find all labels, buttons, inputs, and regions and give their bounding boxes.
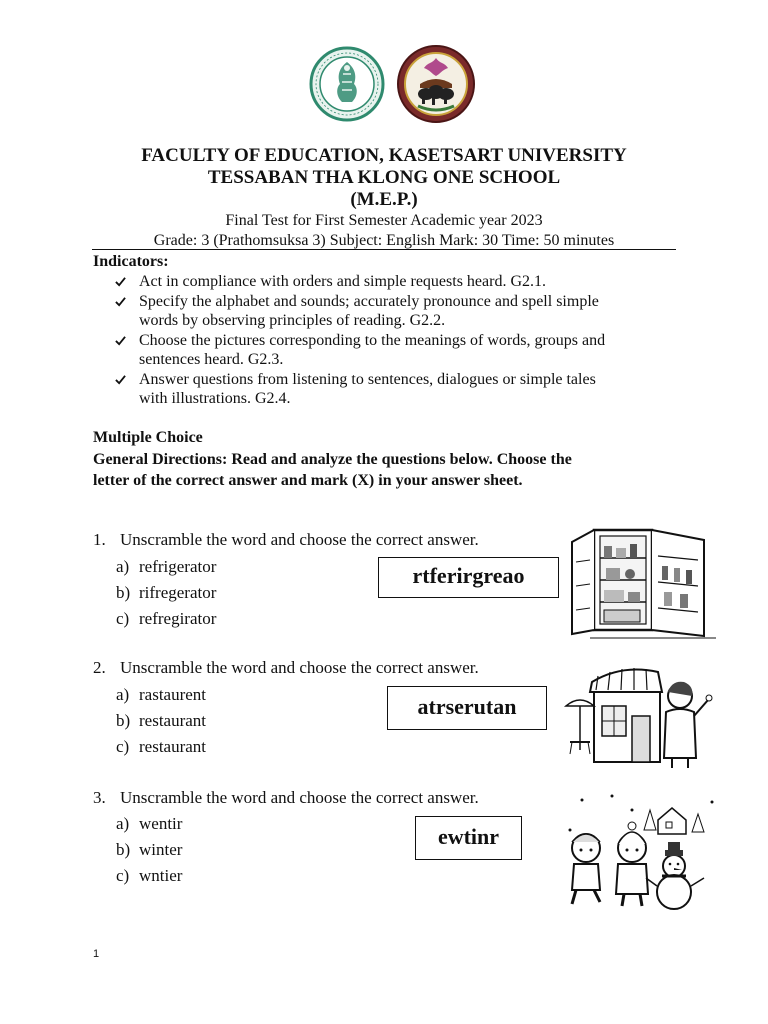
indicator-text: Choose the pictures corresponding to the meanings of words, groups and bbox=[139, 331, 606, 349]
logo-row bbox=[0, 44, 768, 122]
restaurant-icon bbox=[562, 660, 722, 770]
section-title: Multiple Choice bbox=[93, 429, 203, 446]
indicator-text: words by observing principles of reading. G2.2. bbox=[139, 312, 446, 329]
option-a[interactable]: a) wentir bbox=[116, 814, 183, 833]
directions-line: letter of the correct answer and mark (X) in your answer sheet. bbox=[93, 472, 523, 489]
indicator-item bbox=[112, 370, 672, 409]
scrambled-word-box: rtferirgreao bbox=[378, 557, 559, 598]
indicators-list bbox=[112, 272, 672, 409]
kasetsart-university-seal-icon bbox=[302, 46, 392, 122]
question-stem: 3. Unscramble the word and choose the correct answer. bbox=[93, 788, 479, 807]
indicator-item bbox=[112, 272, 672, 292]
page-number: 1 bbox=[93, 948, 100, 960]
option-b[interactable]: b) rifregerator bbox=[116, 583, 217, 602]
option-a[interactable]: a) refrigerator bbox=[116, 557, 217, 576]
indicator-text: Specify the alphabet and sounds; accurately pronounce and spell simple bbox=[139, 292, 599, 310]
indicator-text: sentences heard. G2.3. bbox=[139, 351, 284, 368]
checkmark-icon bbox=[115, 296, 126, 307]
faculty-title: FACULTY OF EDUCATION, KASETSART UNIVERSITY bbox=[141, 145, 627, 166]
directions-line: General Directions: Read and analyze the questions below. Choose the bbox=[93, 451, 572, 468]
option-c[interactable]: c) wntier bbox=[116, 866, 183, 885]
question-stem: 1. Unscramble the word and choose the correct answer. bbox=[93, 530, 479, 549]
test-subtitle: Final Test for First Semester Academic year 2023 bbox=[225, 212, 543, 229]
indicator-item bbox=[112, 292, 672, 331]
checkmark-icon bbox=[115, 374, 126, 385]
question-stem: 2. Unscramble the word and choose the correct answer. bbox=[93, 658, 479, 677]
test-details: Grade: 3 (Prathomsuksa 3) Subject: English Mark: 30 Time: 50 minutes bbox=[153, 232, 615, 249]
program-title: (M.E.P.) bbox=[350, 189, 418, 210]
option-a[interactable]: a) rastaurent bbox=[116, 685, 207, 704]
option-b[interactable]: b) restaurant bbox=[116, 711, 207, 730]
indicator-item bbox=[112, 331, 672, 370]
header-divider bbox=[92, 249, 676, 250]
indicator-text: with illustrations. G2.4. bbox=[139, 390, 291, 407]
option-c[interactable]: c) refregirator bbox=[116, 609, 217, 628]
indicators-heading: Indicators: bbox=[93, 253, 169, 270]
option-b[interactable]: b) winter bbox=[116, 840, 183, 859]
checkmark-icon bbox=[115, 276, 126, 287]
indicator-text: Answer questions from listening to sentences, dialogues or simple tales bbox=[139, 370, 596, 388]
winter-kids-icon bbox=[562, 790, 722, 912]
refrigerator-icon bbox=[566, 526, 724, 642]
option-c[interactable]: c) restaurant bbox=[116, 737, 207, 756]
indicator-text: Act in compliance with orders and simple requests heard. G2.1. bbox=[139, 273, 546, 290]
general-directions bbox=[93, 449, 653, 491]
school-emblem-icon bbox=[396, 44, 476, 124]
checkmark-icon bbox=[115, 335, 126, 346]
scrambled-word-box: ewtinr bbox=[415, 816, 522, 860]
school-title: TESSABAN THA KLONG ONE SCHOOL bbox=[207, 167, 561, 188]
scrambled-word-box: atrserutan bbox=[387, 686, 547, 730]
